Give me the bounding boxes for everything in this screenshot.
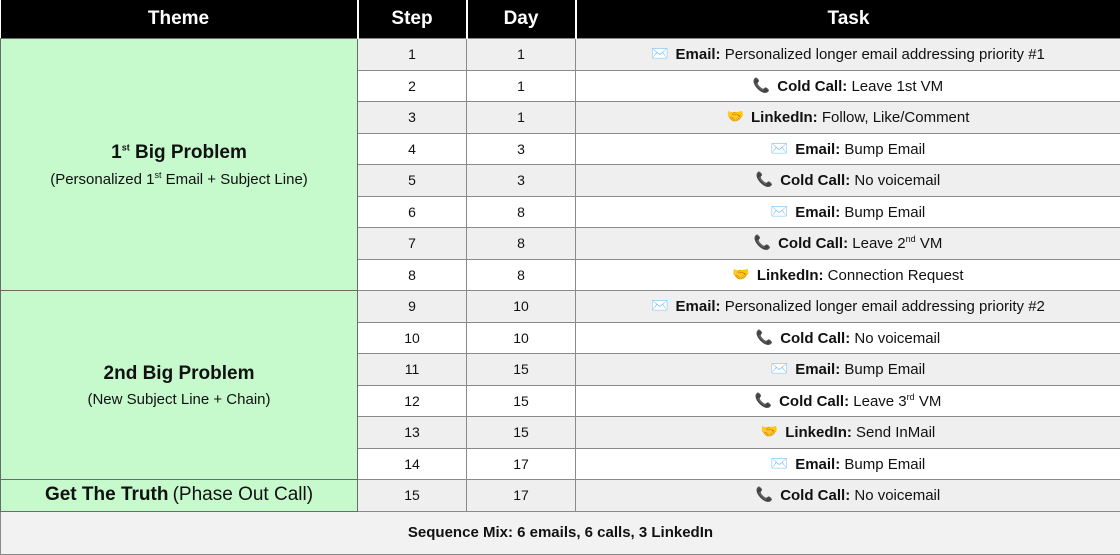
task-cell bbox=[576, 165, 1120, 197]
table-row bbox=[1, 39, 1120, 71]
task-description: Send InMail bbox=[856, 424, 935, 441]
day-number: 15 bbox=[467, 385, 576, 417]
email-icon: ✉️ bbox=[771, 203, 788, 220]
header-task: Task bbox=[576, 0, 1120, 39]
day-number: 1 bbox=[467, 39, 576, 71]
task-description: Leave 3rd VM bbox=[853, 393, 941, 410]
theme-subtitle: (Phase Out Call) bbox=[173, 484, 313, 505]
task-type: Email: bbox=[676, 298, 721, 315]
task-cell bbox=[576, 259, 1120, 291]
day-number: 17 bbox=[467, 448, 576, 480]
task-type: LinkedIn: bbox=[751, 109, 818, 126]
phone-icon: 📞 bbox=[756, 171, 773, 188]
task-type: Cold Call: bbox=[780, 172, 850, 189]
phone-icon: 📞 bbox=[753, 77, 770, 94]
day-number: 3 bbox=[467, 133, 576, 165]
step-number: 1 bbox=[358, 39, 467, 71]
task-cell bbox=[576, 70, 1120, 102]
task-description: Leave 2nd VM bbox=[852, 235, 942, 252]
phone-icon: 📞 bbox=[755, 392, 772, 409]
task-description: Follow, Like/Comment bbox=[822, 109, 970, 126]
day-number: 15 bbox=[467, 417, 576, 449]
task-type: Cold Call: bbox=[779, 393, 849, 410]
task-description: Leave 1st VM bbox=[851, 78, 943, 95]
theme-title: Get The Truth bbox=[45, 484, 169, 505]
header-day: Day bbox=[467, 0, 576, 39]
task-type: Cold Call: bbox=[780, 487, 850, 504]
task-type: LinkedIn: bbox=[757, 267, 824, 284]
step-number: 12 bbox=[358, 385, 467, 417]
day-number: 3 bbox=[467, 165, 576, 197]
day-number: 1 bbox=[467, 70, 576, 102]
task-description: Bump Email bbox=[844, 456, 925, 473]
step-number: 8 bbox=[358, 259, 467, 291]
day-number: 17 bbox=[467, 480, 576, 512]
task-cell bbox=[576, 448, 1120, 480]
task-type: Email: bbox=[795, 361, 840, 378]
day-number: 8 bbox=[467, 196, 576, 228]
task-description: Bump Email bbox=[844, 204, 925, 221]
table-row bbox=[1, 291, 1120, 323]
email-icon: ✉️ bbox=[771, 360, 788, 377]
theme-title: 2nd Big Problem bbox=[1, 363, 357, 385]
task-cell bbox=[576, 417, 1120, 449]
day-number: 15 bbox=[467, 354, 576, 386]
day-number: 8 bbox=[467, 228, 576, 260]
task-cell bbox=[576, 102, 1120, 134]
theme-subtitle: (New Subject Line + Chain) bbox=[1, 391, 357, 408]
task-type: Email: bbox=[795, 141, 840, 158]
task-description: No voicemail bbox=[854, 330, 940, 347]
theme-cell-1st-big-problem bbox=[1, 39, 358, 291]
email-icon: ✉️ bbox=[651, 297, 668, 314]
step-number: 5 bbox=[358, 165, 467, 197]
handshake-icon: 🤝 bbox=[727, 108, 744, 125]
task-description: Bump Email bbox=[844, 361, 925, 378]
task-description: Connection Request bbox=[828, 267, 964, 284]
task-type: Cold Call: bbox=[777, 78, 847, 95]
step-number: 10 bbox=[358, 322, 467, 354]
theme-cell-get-the-truth bbox=[1, 480, 358, 512]
step-number: 9 bbox=[358, 291, 467, 323]
task-cell bbox=[576, 322, 1120, 354]
task-description: Bump Email bbox=[844, 141, 925, 158]
task-cell bbox=[576, 354, 1120, 386]
step-number: 4 bbox=[358, 133, 467, 165]
header-step: Step bbox=[358, 0, 467, 39]
task-description: No voicemail bbox=[854, 487, 940, 504]
task-cell bbox=[576, 385, 1120, 417]
task-type: Cold Call: bbox=[780, 330, 850, 347]
task-type: LinkedIn: bbox=[785, 424, 852, 441]
handshake-icon: 🤝 bbox=[761, 423, 778, 440]
handshake-icon: 🤝 bbox=[732, 266, 749, 283]
phone-icon: 📞 bbox=[756, 329, 773, 346]
day-number: 10 bbox=[467, 322, 576, 354]
phone-icon: 📞 bbox=[754, 234, 771, 251]
day-number: 10 bbox=[467, 291, 576, 323]
task-type: Email: bbox=[795, 204, 840, 221]
table-row bbox=[1, 480, 1120, 512]
step-number: 15 bbox=[358, 480, 467, 512]
step-number: 2 bbox=[358, 70, 467, 102]
step-number: 6 bbox=[358, 196, 467, 228]
email-icon: ✉️ bbox=[771, 455, 788, 472]
step-number: 14 bbox=[358, 448, 467, 480]
step-number: 11 bbox=[358, 354, 467, 386]
task-cell bbox=[576, 133, 1120, 165]
task-cell bbox=[576, 228, 1120, 260]
task-type: Email: bbox=[676, 46, 721, 63]
day-number: 8 bbox=[467, 259, 576, 291]
theme-title: 1st Big Problem bbox=[1, 142, 357, 164]
header-theme: Theme bbox=[1, 0, 358, 39]
step-number: 7 bbox=[358, 228, 467, 260]
task-description: No voicemail bbox=[854, 172, 940, 189]
task-description: Personalized longer email addressing priority #1 bbox=[725, 46, 1045, 63]
task-type: Email: bbox=[795, 456, 840, 473]
phone-icon: 📞 bbox=[756, 486, 773, 503]
email-icon: ✉️ bbox=[651, 45, 668, 62]
step-number: 3 bbox=[358, 102, 467, 134]
day-number: 1 bbox=[467, 102, 576, 134]
sequence-mix-summary: Sequence Mix: 6 emails, 6 calls, 3 LinkedIn bbox=[1, 511, 1120, 554]
step-number: 13 bbox=[358, 417, 467, 449]
task-cell bbox=[576, 480, 1120, 512]
email-icon: ✉️ bbox=[771, 140, 788, 157]
task-type: Cold Call: bbox=[778, 235, 848, 252]
header-row bbox=[1, 0, 1120, 39]
task-cell bbox=[576, 196, 1120, 228]
task-cell bbox=[576, 291, 1120, 323]
task-cell bbox=[576, 39, 1120, 71]
theme-cell-2nd-big-problem bbox=[1, 291, 358, 480]
theme-subtitle: (Personalized 1st Email + Subject Line) bbox=[1, 170, 357, 188]
task-description: Personalized longer email addressing priority #2 bbox=[725, 298, 1045, 315]
